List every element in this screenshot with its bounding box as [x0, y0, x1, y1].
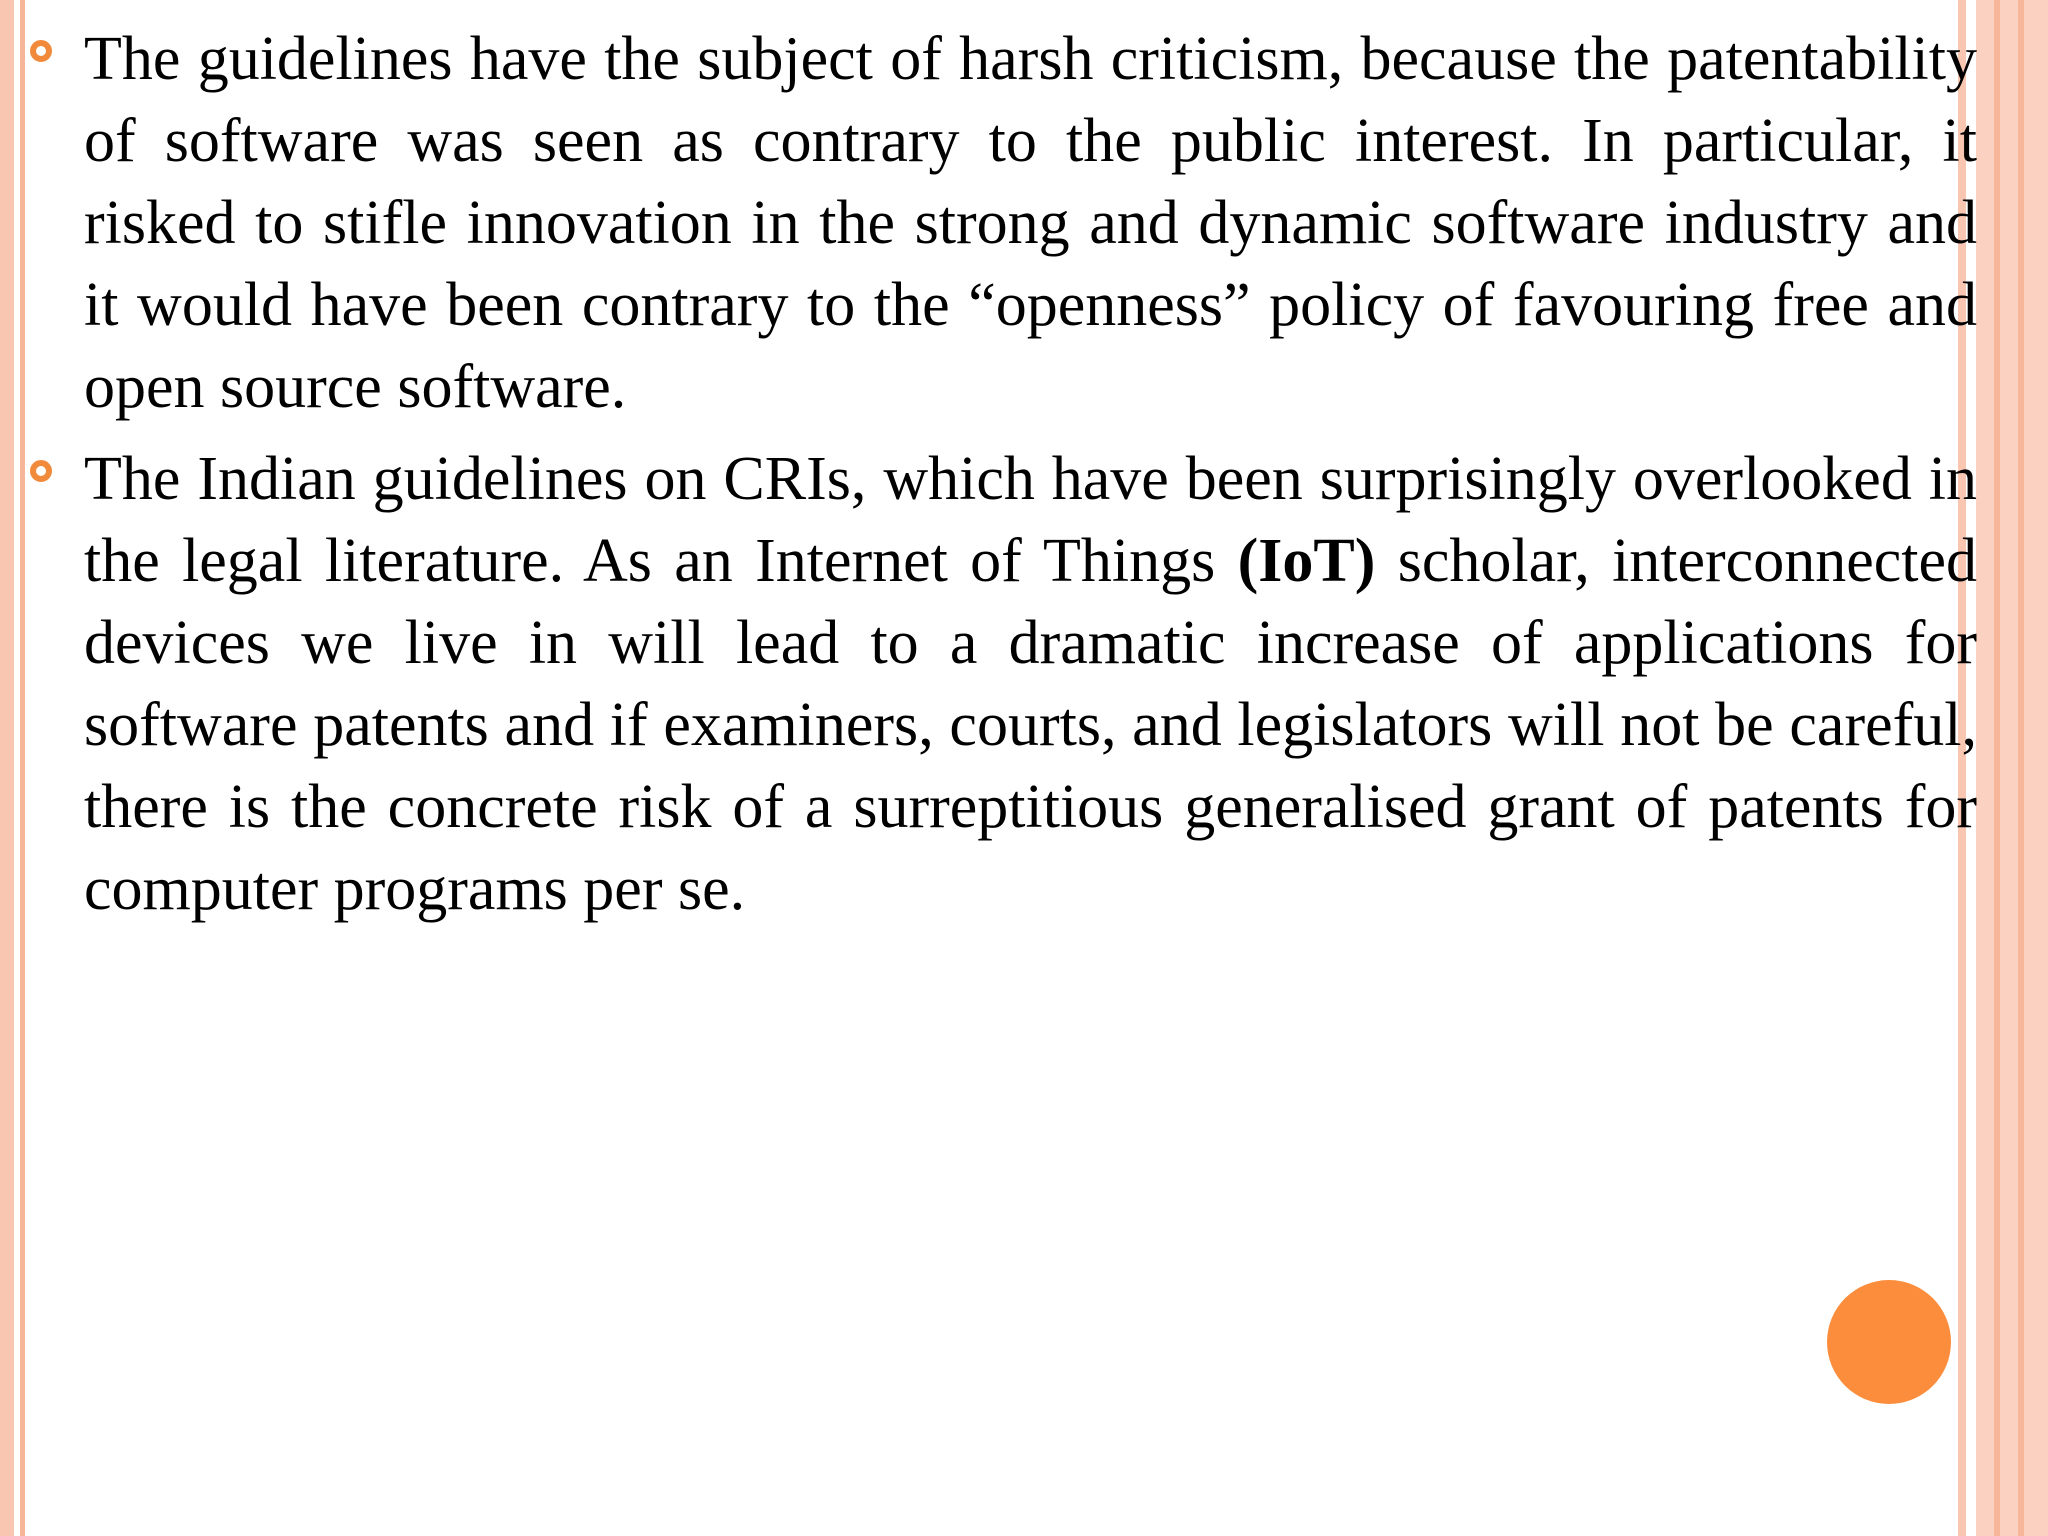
bullet-text	[84, 438, 1977, 930]
right-border-stripe-5	[2018, 0, 2024, 1536]
bullet-text-part: scholar, interconnected devices we live in will lead to a dramatic increase of applications for software patents and if examiners, courts, and legislators will not be careful, there is the concrete risk of a surreptitious generalised grant of patents for computer programs per se.	[84, 527, 1977, 923]
ring-bullet-icon	[30, 460, 52, 482]
slide-content	[30, 18, 1975, 940]
bullet-text-bold: (IoT)	[1237, 527, 1376, 595]
right-border-stripe-4	[2000, 0, 2048, 1536]
bullet-item	[30, 18, 1975, 428]
ring-bullet-icon	[30, 40, 52, 62]
bullet-text-part: The Indian guidelines on CRIs, which have been surprisingly overlooked in the legal literature. As an Internet of Things	[84, 445, 1977, 595]
bullet-text: The guidelines have the subject of harsh criticism, because the patentability of software was seen as contrary to the public interest. In particular, it risked to stifle innovation in the strong and dynamic software industry and it would have been contrary to the “openness” policy of favouring free and open source software.	[84, 25, 1977, 421]
right-border-stripe-2	[1976, 0, 1994, 1536]
orange-circle-decoration	[1827, 1280, 1951, 1404]
left-border-stripe	[0, 0, 14, 1536]
left-border-inner-stripe	[20, 0, 25, 1536]
bullet-item	[30, 438, 1975, 930]
